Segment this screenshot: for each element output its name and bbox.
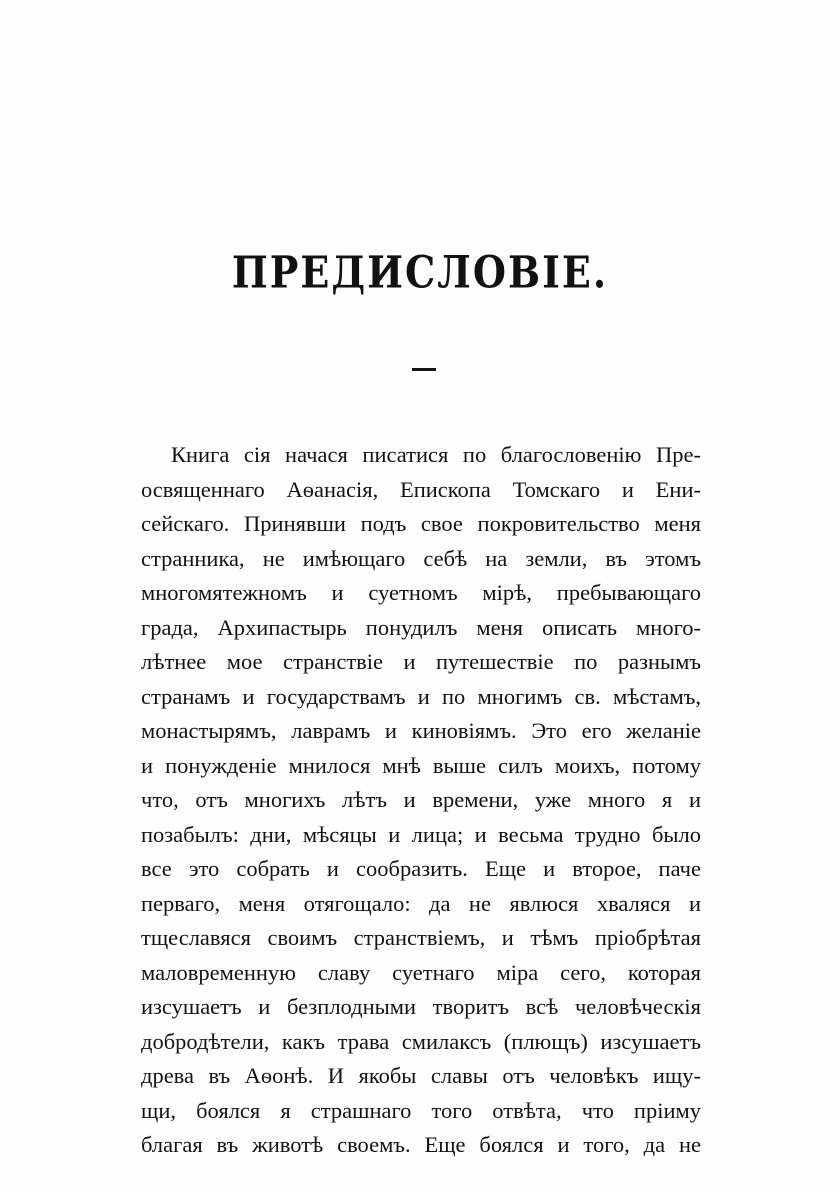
text-line: Книга сія начася писатися по благословенію Пре- [171, 442, 701, 467]
text-line: освященнаго Аѳанасія, Епископа Томскаго и Ени- [141, 476, 701, 502]
page-title: ПРЕДИСЛОВІЕ. [231, 246, 609, 298]
text-line: многомятежномъ и суетномъ мірѣ, пребывающаго [141, 580, 701, 605]
text-line: странника, не имѣющаго себѣ на земли, въ этомъ [141, 545, 701, 571]
text-line: перваго, меня отягощало: да не явлюся хваляся и [141, 890, 701, 916]
text-line: древа въ Аѳонѣ. И якобы славы отъ человѣкъ ищу- [141, 1063, 701, 1088]
text-line: что, отъ многихъ лѣтъ и времени, уже много я и [141, 787, 701, 812]
text-line: лѣтнее мое странствіе и путешествіе по разнымъ [141, 649, 701, 674]
text-line: благая въ животѣ своемъ. Еще боялся и того, да не [141, 1132, 701, 1157]
title-separator-rule [412, 368, 436, 371]
text-line: монастырямъ, лаврамъ и киновіямъ. Это его желаніе [141, 718, 701, 743]
text-line: сейскаго. Принявши подъ свое покровительство меня [141, 511, 701, 536]
text-line: все это собрать и сообразить. Еще и второе, паче [141, 856, 701, 881]
text-line: добродѣтели, какъ трава смилаксъ (плющъ) изсушаетъ [141, 1028, 701, 1054]
text-line: странамъ и государствамъ и по многимъ св. мѣстамъ, [141, 683, 701, 709]
text-line: и понужденіе мнилося мнѣ выше силъ моихъ, потому [141, 752, 701, 778]
text-line: позабылъ: дни, мѣсяцы и лица; и весьма трудно было [141, 821, 701, 847]
text-line: изсушаетъ и безплодными творитъ всѣ человѣческія [141, 994, 701, 1019]
text-line: маловременную славу суетнаго міра сего, которая [141, 959, 701, 985]
body-paragraph [141, 438, 701, 1163]
text-line: тщеславяся своимъ странствіемъ, и тѣмъ пріобрѣтая [141, 925, 701, 950]
text-line: щи, боялся я страшнаго того отвѣта, что пріиму [141, 1097, 701, 1123]
text-line: града, Архипастырь понудилъ меня описать много- [141, 614, 701, 640]
